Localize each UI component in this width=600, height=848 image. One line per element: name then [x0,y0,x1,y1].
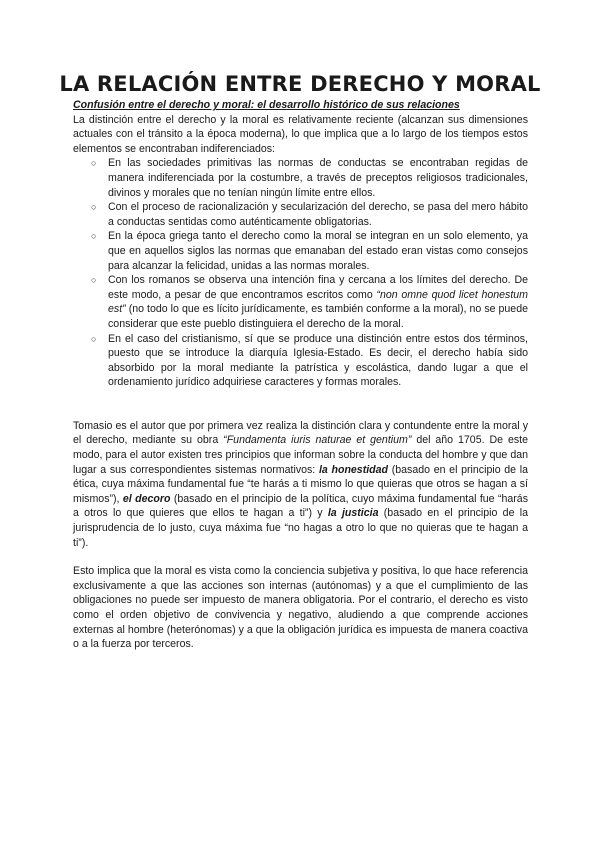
tomasio-paragraph [73,419,528,550]
circle-bullet-icon: ○ [91,202,97,213]
principle-decoro: el decoro [122,492,171,505]
list-item [73,200,528,229]
circle-bullet-icon: ○ [91,231,97,242]
list-item-text: En la época griega tanto el derecho como la moral se integran en un solo elemento, ya que en aquellos siglos las normas que emanaban del estado eran vistas como consejos para alcanzar la felicidad, unidas a las normas morales. [108,230,528,272]
latin-quote: “non omne quod licet honestum est” [108,288,529,316]
list-item [73,229,528,273]
paragraph-text: del año 1705. De este modo, para el autor existen tres principios que informan sobre la conducta del hombre y que dan lugar a sus correspondientes sistemas normativos: [73,434,528,476]
circle-bullet-icon: ○ [91,333,97,344]
paragraph-text: (basado en el principio de la política, cuyo máxima fundamental fue “harás a otros lo que quieres que ellos te hagan a ti”) y [73,492,528,520]
circle-bullet-icon: ○ [91,158,97,169]
section-subtitle: Confusión entre el derecho y moral: el desarrollo histórico de sus relaciones [73,99,460,111]
document-body [73,98,528,652]
principle-justicia: la justicia [327,507,379,520]
principle-honestidad: la honestidad [318,463,389,476]
page-title: LA RELACIÓN ENTRE DERECHO Y MORAL [59,72,541,96]
list-item [73,332,528,390]
intro-paragraph: La distinción entre el derecho y la moral es relativamente reciente (alcanzan sus dimensiones actuales con el tránsito a la época moderna), lo que implica que a lo largo de los tiempos estos elementos se encontraban indiferenciados: [73,113,528,155]
paragraph-text: Tomasio es el autor que por primera vez realiza la distinción clara y contundente entre la moral y el derecho, mediante su obra [73,419,528,447]
list-item-text: Con el proceso de racionalización y secularización del derecho, se pasa del mero hábito a conductas sentidas como auténticamente obligatorias. [108,201,528,228]
list-item [73,156,528,200]
list-item-text: En el caso del cristianismo, sí que se produce una distinción entre estos dos términos, puesto que se introduce la diarquía Iglesia-Estado. Es decir, el derecho había sido absorbido por la moral mediante la patrística y escolástica, dando lugar a que el ordenamiento jurídico adquiriese caracteres y formas morales. [108,332,528,389]
list-item [73,273,528,331]
paragraph-text: (basado en el principio de la ética, cuya máxima fundamental fue “te harás a ti mismo lo que quieras que otros se hagan a sí mismos”), [73,463,529,505]
work-title: “Fundamenta iuris naturae et gentium” [223,434,412,447]
history-list [73,156,528,390]
list-item-text: En las sociedades primitivas las normas de conductas se encontraban regidas de manera indiferenciada por la costumbre, a través de preceptos religiosos tradicionales, divinos y morales que no tenían ningún límite entre ellos. [108,157,528,199]
list-item-text: (no todo lo que es lícito jurídicamente, es también conforme a la moral), no se puede considerar que este pueblo distinguiera el derecho de la moral. [108,303,528,330]
paragraph-text: (basado en el principio de la jurisprudencia de lo justo, cuya máxima fue “no hagas a otro lo que no quieras que te hagan a ti”). [73,507,528,549]
circle-bullet-icon: ○ [91,275,97,286]
conclusion-paragraph: Esto implica que la moral es vista como la conciencia subjetiva y positiva, lo que hace referencia exclusivamente a que las acciones son internas (autónomas) y a que el cumplimiento de las obligaciones no puede ser impuesto de manera obligatoria. Por el contrario, el derecho es visto como el orden objetivo de convivencia y negativo, aludiendo a que comprende acciones externas al hombre (heterónomas) y a que la obligación jurídica es impuesta de manera coactiva o a la fuerza por terceros. [73,565,528,651]
list-item-text: Con los romanos se observa una intención fina y cercana a los límites del derecho. De este modo, a pesar de que encontramos escritos como [108,274,528,301]
